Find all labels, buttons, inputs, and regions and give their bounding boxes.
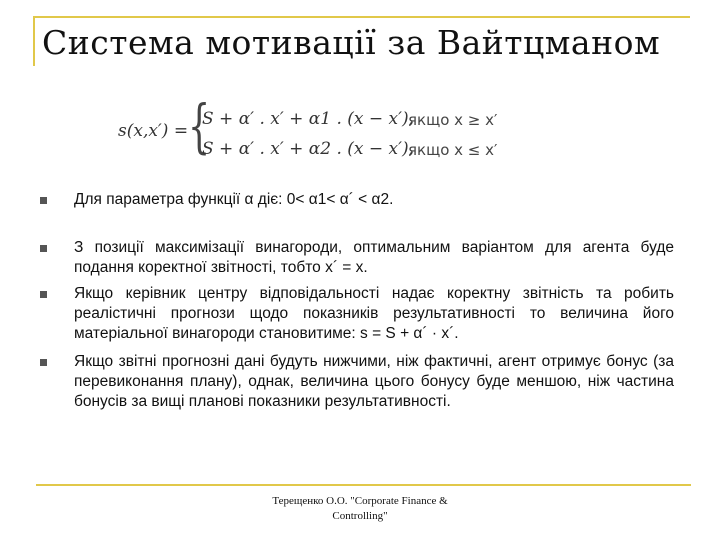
formula-brace: { [188, 92, 211, 160]
formula-condition-1: якщо x ≥ x′ [408, 111, 498, 129]
bullet-square-icon [40, 291, 47, 298]
formula-condition-2: якщо x ≤ x′ [408, 141, 498, 159]
bullet-square-icon [40, 197, 47, 204]
footer-credit [225, 494, 495, 524]
bullet-text: З позиції максимізації винагороди, оптимальним варіантом для агента буде подання коректної звітності, тобто x´ = x. [74, 239, 674, 276]
formula-row-1: S + α′ . x′ + α1 . (x − x′), [202, 109, 415, 129]
slide-title: Система мотивації за Вайтцманом [42, 23, 661, 62]
formula [118, 92, 518, 169]
footer-line-1: Терещенко О.О. "Corporate Finance & [272, 495, 448, 507]
footer-accent-line [36, 484, 691, 486]
bullet-text: Якщо керівник центру відповідальності надає коректну звітність та робить реалістичні прогнози щодо показників результативності то величина його матеріальної винагороди становитиме: s = S + α´ · x´. [74, 285, 674, 342]
footer-line-2: Controlling" [332, 510, 388, 522]
bullet-square-icon [40, 359, 47, 366]
bullet-text: Для параметра функції α діє: 0< α1< α´ < α2. [74, 191, 394, 208]
formula-row-2: S + α′ . x′ + α2 . (x − x′), [202, 139, 415, 159]
title-accent-bar [33, 16, 35, 66]
bullet-text: Якщо звітні прогнозні дані будуть нижчими, ніж фактичні, агент отримує бонус (за перевиконання плану), однак, величина цього бонусу буде меншою, ніж частина бонусів за вищі планові показники результативності. [74, 353, 674, 410]
bullet-square-icon [40, 245, 47, 252]
formula-lhs: s(x,x′) = [118, 121, 189, 141]
title-accent-line [33, 16, 690, 18]
